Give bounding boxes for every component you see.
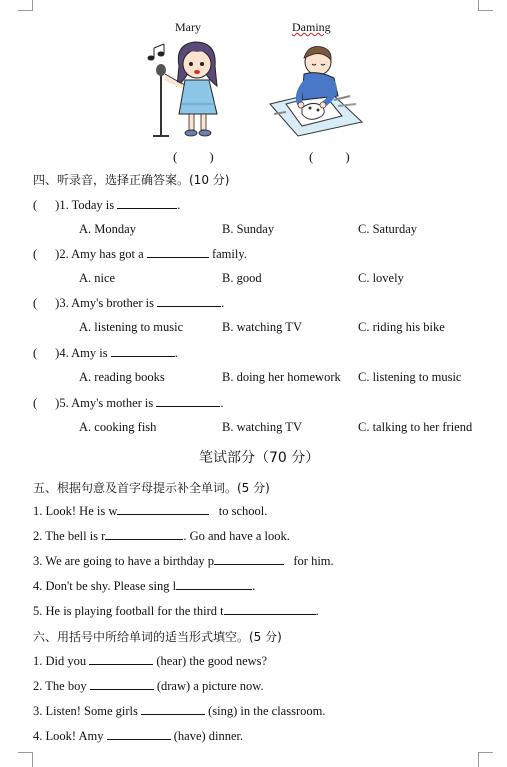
option-b[interactable]: B. Sunday: [222, 222, 275, 236]
fill-item: [33, 553, 334, 569]
question-row: [33, 197, 180, 213]
option-c[interactable]: C. talking to her friend: [358, 420, 473, 434]
answer-blank[interactable]: [176, 578, 252, 590]
girl-singing-illustration: [145, 36, 225, 141]
answer-blank[interactable]: [107, 728, 171, 740]
question-row: [33, 395, 224, 411]
option-c[interactable]: C. riding his bike: [358, 320, 445, 334]
boy-drawing-illustration: [268, 42, 363, 137]
question-row: [33, 345, 178, 361]
option-c[interactable]: C. lovely: [358, 271, 404, 285]
option-a[interactable]: A. reading books: [79, 370, 165, 384]
fill-item-pre: 2. The boy: [33, 679, 87, 693]
written-part-title: 笔试部分（70 分）: [199, 450, 320, 466]
picture-label-mary: Mary: [175, 20, 201, 34]
question-stem-end: .: [220, 396, 224, 410]
answer-blank[interactable]: [147, 246, 209, 258]
question-row: [33, 246, 247, 262]
fill-item-pre: 5. He is playing football for the third t: [33, 604, 224, 618]
option-b[interactable]: B. watching TV: [222, 420, 302, 434]
fill-item-post: (hear) the good news?: [156, 654, 268, 668]
answer-blank[interactable]: [90, 678, 154, 690]
fill-item-post: to school.: [218, 504, 268, 518]
section4-heading: 四、听录音，选择正确答案。(10 分): [33, 173, 230, 187]
corner-mark-top-left: [18, 0, 33, 11]
option-b[interactable]: B. watching TV: [222, 320, 302, 334]
fill-item-post: (sing) in the classroom.: [208, 704, 326, 718]
answer-paren-open[interactable]: (: [33, 296, 38, 310]
question-stem: )3. Amy's brother is: [55, 296, 154, 310]
fill-item-pre: 1. Look! He is w: [33, 504, 118, 518]
fill-item-post: .: [315, 604, 319, 618]
answer-blank[interactable]: [214, 553, 284, 565]
fill-item-post: for him.: [293, 554, 334, 568]
option-a[interactable]: A. Monday: [79, 222, 136, 236]
question-row: [33, 295, 224, 311]
question-stem: )5. Amy's mother is: [55, 396, 154, 410]
fill-item-post: . Go and have a look.: [183, 529, 290, 543]
question-stem-end: .: [177, 198, 181, 212]
answer-blank[interactable]: [141, 703, 205, 715]
fill-item-pre: 2. The bell is r: [33, 529, 106, 543]
question-stem: )1. Today is: [55, 198, 115, 212]
answer-blank[interactable]: [89, 653, 153, 665]
answer-blank[interactable]: [117, 197, 177, 209]
answer-blank[interactable]: [105, 528, 183, 540]
option-a[interactable]: A. nice: [79, 271, 116, 285]
answer-blank[interactable]: [224, 603, 316, 615]
fill-item-pre: 4. Don't be shy. Please sing l: [33, 579, 177, 593]
fill-item-post: (draw) a picture now.: [156, 679, 264, 693]
section5-heading: 五、根据句意及首字母提示补全单词。(5 分): [33, 481, 270, 495]
answer-paren-open[interactable]: (: [33, 247, 38, 261]
option-a[interactable]: A. cooking fish: [79, 420, 157, 434]
answer-blank[interactable]: [156, 395, 220, 407]
section6-heading: 六、用括号中所给单词的适当形式填空。(5 分): [33, 630, 282, 644]
answer-paren-open[interactable]: (: [33, 198, 38, 212]
question-stem-end: family.: [211, 247, 247, 261]
fill-item-pre: 3. We are going to have a birthday p: [33, 554, 214, 568]
question-stem-end: .: [221, 296, 225, 310]
fill-item: [33, 678, 264, 694]
fill-item: [33, 528, 290, 544]
fill-item-pre: 3. Listen! Some girls: [33, 704, 138, 718]
picture-answer-paren-right[interactable]: ( ): [309, 149, 352, 164]
picture-label-daming: Daming: [292, 20, 331, 34]
fill-item: [33, 653, 267, 669]
corner-mark-top-right: [478, 0, 493, 11]
fill-item: [33, 728, 243, 744]
corner-mark-bottom-left: [18, 752, 33, 767]
answer-blank[interactable]: [117, 503, 209, 515]
question-stem: )4. Amy is: [55, 346, 108, 360]
question-stem: )2. Amy has got a: [55, 247, 144, 261]
answer-paren-open[interactable]: (: [33, 396, 38, 410]
picture-answer-paren-left[interactable]: ( ): [173, 149, 216, 164]
question-stem-end: .: [174, 346, 178, 360]
fill-item-pre: 1. Did you: [33, 654, 87, 668]
fill-item-pre: 4. Look! Amy: [33, 729, 104, 743]
corner-mark-bottom-right: [478, 752, 493, 767]
answer-paren-open[interactable]: (: [33, 346, 38, 360]
fill-item: [33, 603, 319, 619]
option-b[interactable]: B. good: [222, 271, 262, 285]
fill-item: [33, 578, 255, 594]
option-c[interactable]: C. Saturday: [358, 222, 418, 236]
answer-blank[interactable]: [157, 295, 221, 307]
fill-item-post: .: [252, 579, 256, 593]
fill-item: [33, 703, 325, 719]
option-a[interactable]: A. listening to music: [79, 320, 184, 334]
option-b[interactable]: B. doing her homework: [222, 370, 341, 384]
option-c[interactable]: C. listening to music: [358, 370, 462, 384]
fill-item-post: (have) dinner.: [173, 729, 244, 743]
fill-item: [33, 503, 267, 519]
answer-blank[interactable]: [111, 345, 175, 357]
